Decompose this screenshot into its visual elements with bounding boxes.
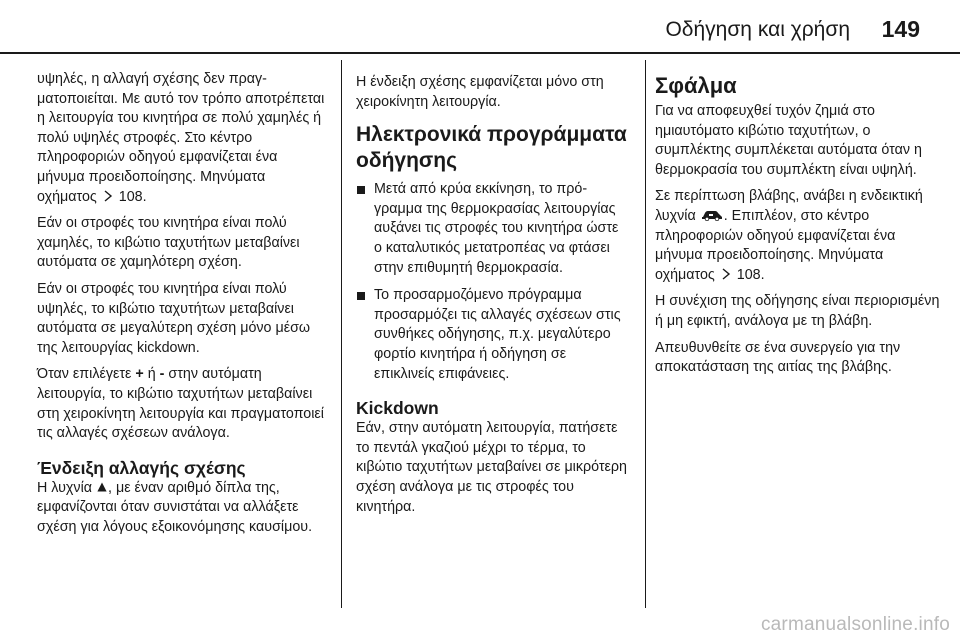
cross-reference-arrow-icon: [721, 268, 731, 280]
running-header-title: Οδήγηση και χρήση: [665, 18, 850, 41]
paragraph-limited-driving: Η συνέχιση της οδήγησης είναι περιορισμένη ή μη εφικτή, ανάλογα με τη βλάβη.: [655, 293, 940, 329]
watermark: carmanualsonline.info: [760, 614, 950, 635]
column-left: [37, 70, 327, 544]
list-item: [356, 180, 628, 278]
paragraph-gear-display: Η ένδειξη σχέσης εμφανίζεται μόνο στη χειροκίνητη λειτουργία.: [356, 74, 604, 110]
page-header: [0, 0, 960, 58]
list-item: [356, 286, 628, 384]
shift-up-triangle-icon: [97, 482, 107, 492]
column-divider: [645, 60, 646, 608]
list-item-text: Μετά από κρύα εκκίνηση, το πρόγραμμα της θερμοκρασίας λειτουργίας αυξάνει τις στροφές του κινητήρα ώστε ο καταλυτικός μετατροπέας να φτάσει στην επιθυμητή θερμοκρασία.: [374, 181, 619, 276]
section-heading-driving-programs: Ηλεκτρονικά προγράμματα οδήγησης: [356, 123, 627, 173]
column-middle: [356, 73, 628, 524]
plus-symbol: +: [135, 366, 144, 383]
paragraph-text: υψηλές, η αλλαγή σχέσης δεν πραγματοποιείται. Με αυτό τον τρόπο αποτρέπεται η λειτουργία του κινητήρα σε πολύ χαμηλές ή πολύ υψηλές στροφές. Στο κέντρο πληροφοριών οδηγού εμφανίζεται ένα μήνυμα προειδοποίησης. Μηνύματα οχήματος: [37, 71, 325, 205]
paragraph-workshop: Απευθυνθείτε σε ένα συνεργείο για την αποκατάσταση της αιτίας της βλάβης.: [655, 339, 901, 376]
paragraph-clutch-protection: Για να αποφευχθεί τυχόν ζημιά στο ημιαυτόματο κιβώτιο ταχυτήτων, ο συμπλέκτης συμπλέκεται αυτόματα όταν η θερμοκρασία του συμπλέκτη είναι υψηλή.: [655, 103, 922, 178]
paragraph-kickdown: Εάν, στην αυτόματη λειτουργία, πατήσετε το πεντάλ γκαζιού μέχρι το τέρμα, το κιβώτιο ταχυτήτων μεταβαίνει σε μικρότερη σχέση ανάλογα με τις στροφές του κινητήρα.: [356, 420, 627, 515]
paragraph-high-rpm: Εάν οι στροφές του κινητήρα είναι πολύ υψηλές, το κιβώτιο ταχυτήτων μεταβαίνει αυτόματα σε μεγαλύτερη σχέση μόνο μέσω της λειτουργίας kickdown.: [37, 280, 311, 356]
section-heading-fault: Σφάλμα: [655, 73, 737, 98]
page-reference: 108.: [736, 266, 765, 283]
paragraph-text: . Επιπλέον, στο κέντρο πληροφοριών οδηγού εμφανίζεται ένα μήνυμα προειδοποίησης. Μηνύματα οχήματος: [655, 207, 896, 283]
list-item-text: Το προσαρμοζόμενο πρόγραμμα προσαρμόζει τις αλλαγές σχέσεων στις συνθήκες οδήγησης, π.χ. μεγαλύτερο φορτίο κινητήρα ή οδήγηση σε επικλινείς επιφάνειες.: [374, 287, 621, 382]
cross-reference-arrow-icon: [103, 190, 113, 202]
column-right: [655, 73, 940, 385]
bullet-square-icon: [357, 186, 365, 194]
paragraph-shift-prevention: [37, 70, 327, 207]
paragraph-low-rpm: Εάν οι στροφές του κινητήρα είναι πολύ χαμηλές, το κιβώτιο ταχυτήτων μεταβαίνει αυτόματα σε χαμηλότερη σχέση.: [37, 215, 300, 271]
header-rule: [0, 52, 960, 54]
paragraph-text: στην αυτόματη λειτουργία, το κιβώτιο ταχυτήτων μεταβαίνει στη χειροκίνητη λειτουργία και πραγματοποιεί τις αλλαγές σχέσεων ανάλογα.: [37, 366, 324, 442]
page-number: 149: [881, 16, 920, 42]
section-heading-kickdown: Kickdown: [356, 398, 439, 419]
column-divider: [341, 60, 342, 608]
paragraph-manual-switch: [37, 365, 327, 443]
paragraph-text: Η λυχνία: [37, 479, 93, 496]
transmission-warning-car-icon: [701, 209, 723, 221]
or-word: ή: [147, 366, 156, 383]
page-reference: 108.: [118, 188, 147, 205]
paragraph-text: Όταν επιλέγετε: [37, 366, 132, 383]
paragraph-text: Σε περίπτωση βλάβης, ανάβει η ενδεικτική λυχνία: [655, 188, 923, 224]
paragraph-shift-indicator: [37, 479, 327, 538]
paragraph-text: , με έναν αριθμό δίπλα της, εμφανίζονται όταν συνιστάται να αλλάξετε σχέση για λόγους εξοικονόμησης καυσίμου.: [37, 479, 313, 535]
bullet-square-icon: [357, 292, 365, 300]
section-heading-shift-indicator: Ένδειξη αλλαγής σχέσης: [37, 457, 246, 478]
paragraph-fault-lamp: [655, 187, 940, 285]
driving-programs-list: [356, 180, 628, 384]
minus-symbol: -: [159, 366, 165, 383]
